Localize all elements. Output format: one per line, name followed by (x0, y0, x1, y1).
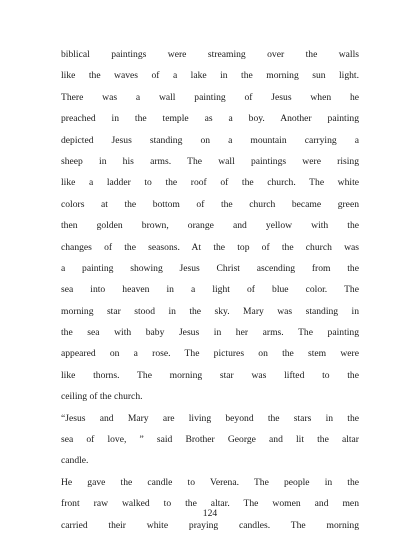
text-line: biblical paintings were streaming over the walls (61, 49, 359, 60)
text-line: then golden brown, orange and yellow with the (61, 220, 359, 232)
text-line: front raw walked to the altar. The women and men (61, 498, 359, 510)
page-number: 124 (202, 508, 218, 519)
text-line: the sea with baby Jesus in her arms. The painting (61, 327, 359, 339)
text-line: sheep in his arms. The wall paintings were rising (61, 155, 359, 167)
text-line: morning star stood in the sky. Mary was standing in (61, 305, 359, 317)
text-line: sea into heaven in a light of blue color. The (61, 284, 359, 296)
text-line: There was a wall painting of Jesus when he (61, 91, 359, 103)
text-line: like a ladder to the roof of the church. The white (61, 177, 359, 189)
text-line: “Jesus and Mary are living beyond the stars in the (61, 412, 359, 424)
text-line: like thorns. The morning star was lifted to the (61, 369, 359, 381)
text-line: preached in the temple as a boy. Another painting (61, 113, 359, 125)
text-line: a painting showing Jesus Christ ascending from the (61, 262, 359, 274)
text-line: changes of the seasons. At the top of the church was (61, 241, 359, 253)
text-line: ceiling of the church. (61, 391, 143, 403)
body-text (61, 44, 359, 536)
text-line: colors at the bottom of the church became green (61, 198, 359, 210)
text-line: appeared on a rose. The pictures on the stem were (61, 348, 359, 360)
text-line: He gave the candle to Verena. The people in the (61, 476, 359, 488)
text-line: like the waves of a lake in the morning sun light. (61, 70, 359, 82)
text-line: depicted Jesus standing on a mountain carrying a (61, 134, 359, 146)
text-line: carried their white praying candles. The morning (61, 519, 359, 531)
text-line: candle. (61, 455, 89, 467)
text-line: sea of love, ” said Brother George and lit the altar (61, 434, 359, 446)
